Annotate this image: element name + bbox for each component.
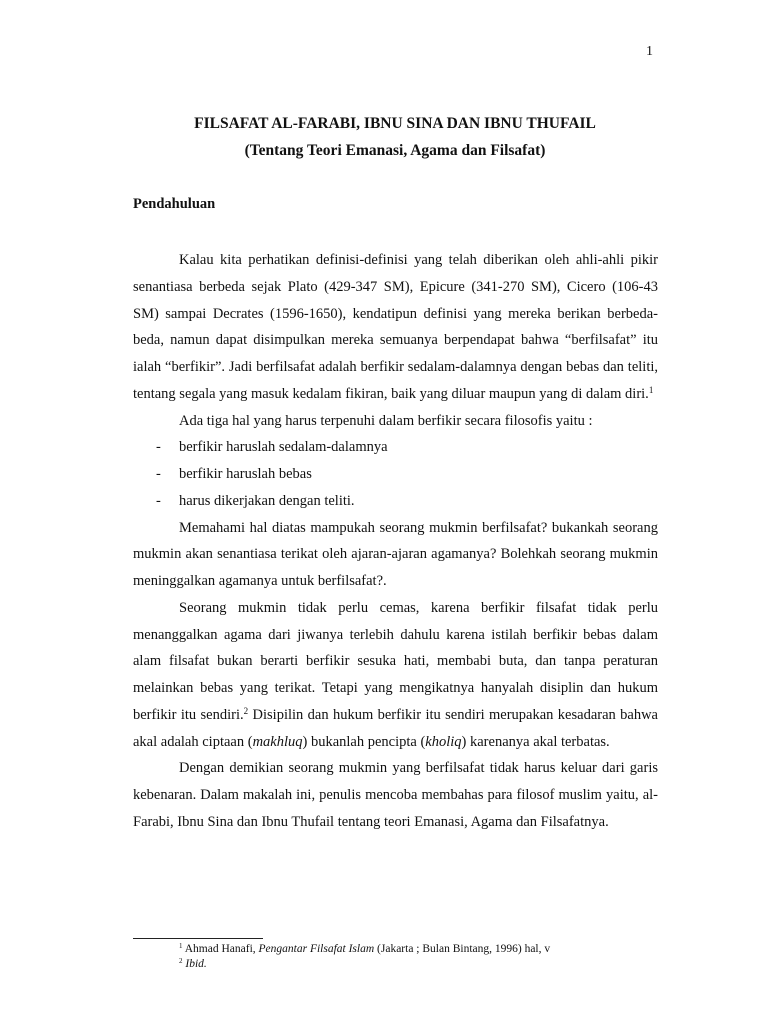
paragraph-4-text-a: Seorang mukmin tidak perlu cemas, karena berfikir filsafat tidak perlu menanggalkan agama dari jiwanya terlebih dahulu karena istilah berfikir bebas dalam alam filsafat bukan berarti berfikir sesuka hati, membabi buta, dan tanpa peraturan melainkan bebas yang terikat. Tetapi yang mengikatnya hanyalah disiplin dan hukum berfikir itu sendiri. (133, 599, 658, 723)
paragraph-5: Dengan demikian seorang mukmin yang berfilsafat tidak harus keluar dari garis kebenaran. Dalam makalah ini, penulis mencoba membahas para filosof muslim yaitu, al-Farabi, Ibnu Sina dan Ibnu Thufail tentang teori Emanasi, Agama dan Filsafatnya. (133, 760, 658, 830)
section-heading: Pendahuluan (133, 196, 216, 212)
term-kholiq: kholiq (425, 733, 462, 750)
paragraph-4-text-c: ) bukanlah pencipta ( (302, 733, 426, 750)
page-number: 1 (646, 44, 653, 59)
paragraph-4-text-d: ) karenanya akal terbatas. (461, 733, 610, 750)
paragraph-4 (133, 595, 658, 756)
title-main: FILSAFAT AL-FARABI, IBNU SINA DAN IBNU THUFAIL (194, 115, 596, 132)
footnote-2-number: 2 (179, 957, 183, 965)
footnote-1-number: 1 (179, 942, 183, 950)
footnotes (179, 942, 550, 972)
footnote-1-author: Ahmad Hanafi, (182, 943, 259, 955)
footnote-1-title: Pengantar Filsafat Islam (258, 943, 375, 955)
term-makhluq: makhluq (252, 733, 303, 750)
paragraph-3: Memahami hal diatas mampukah seorang mukmin berfilsafat? bukankah seorang mukmin akan senantiasa terikat oleh ajaran-ajaran agamanya? Bolehkah seorang mukmin meninggalkan agamanya untuk berfilsafat?. (133, 519, 658, 589)
footnote-ref-2: 2 (243, 705, 249, 716)
paragraph-1-text: Kalau kita perhatikan definisi-definisi yang telah diberikan oleh ahli-ahli pikir senantiasa berbeda sejak Plato (429-347 SM), Epicure (341-270 SM), Cicero (106-43 SM) sampai Decrates (1596-1650), kendatipun definisi yang mereka berikan berbeda-beda, namun dapat disimpulkan mereka semuanya berpendapat bahwa “berfilsafat” itu ialah “berfikir”. Jadi berfilsafat adalah berfikir sedalam-dalamnya dengan bebas dan teliti, tentang segala yang masuk kedalam fikiran, baik yang diluar maupun yang di dalam diri. (133, 252, 658, 402)
paragraph-1 (133, 247, 658, 408)
list-item (133, 434, 658, 461)
footnote-1-publication: (Jakarta ; Bulan Bintang, 1996) hal, v (374, 943, 551, 955)
footnote-ref-1: 1 (648, 384, 654, 395)
footnote-2-text: Ibid. (182, 958, 207, 970)
footnote-1 (179, 942, 550, 957)
paragraph-2: Ada tiga hal yang harus terpenuhi dalam berfikir secara filosofis yaitu : (179, 412, 593, 429)
list-item (133, 488, 658, 515)
paragraph-4-text-b: Disipilin dan hukum berfikir itu sendiri merupakan kesadaran bahwa akal adalah ciptaan ( (133, 706, 658, 750)
list-item-text: berfikir haruslah bebas (179, 466, 312, 482)
body-text (133, 247, 658, 836)
list-bullet: - (156, 439, 161, 456)
footnote-divider (133, 938, 263, 939)
list-item-text: berfikir haruslah sedalam-dalamnya (179, 439, 388, 456)
list-bullet: - (156, 492, 161, 509)
list-bullet: - (156, 466, 161, 482)
list-item-text: harus dikerjakan dengan teliti. (179, 492, 355, 509)
title-subtitle: (Tentang Teori Emanasi, Agama dan Filsafat) (244, 142, 546, 159)
list-item (133, 461, 658, 488)
document-title (0, 110, 768, 164)
footnote-2 (179, 957, 550, 972)
